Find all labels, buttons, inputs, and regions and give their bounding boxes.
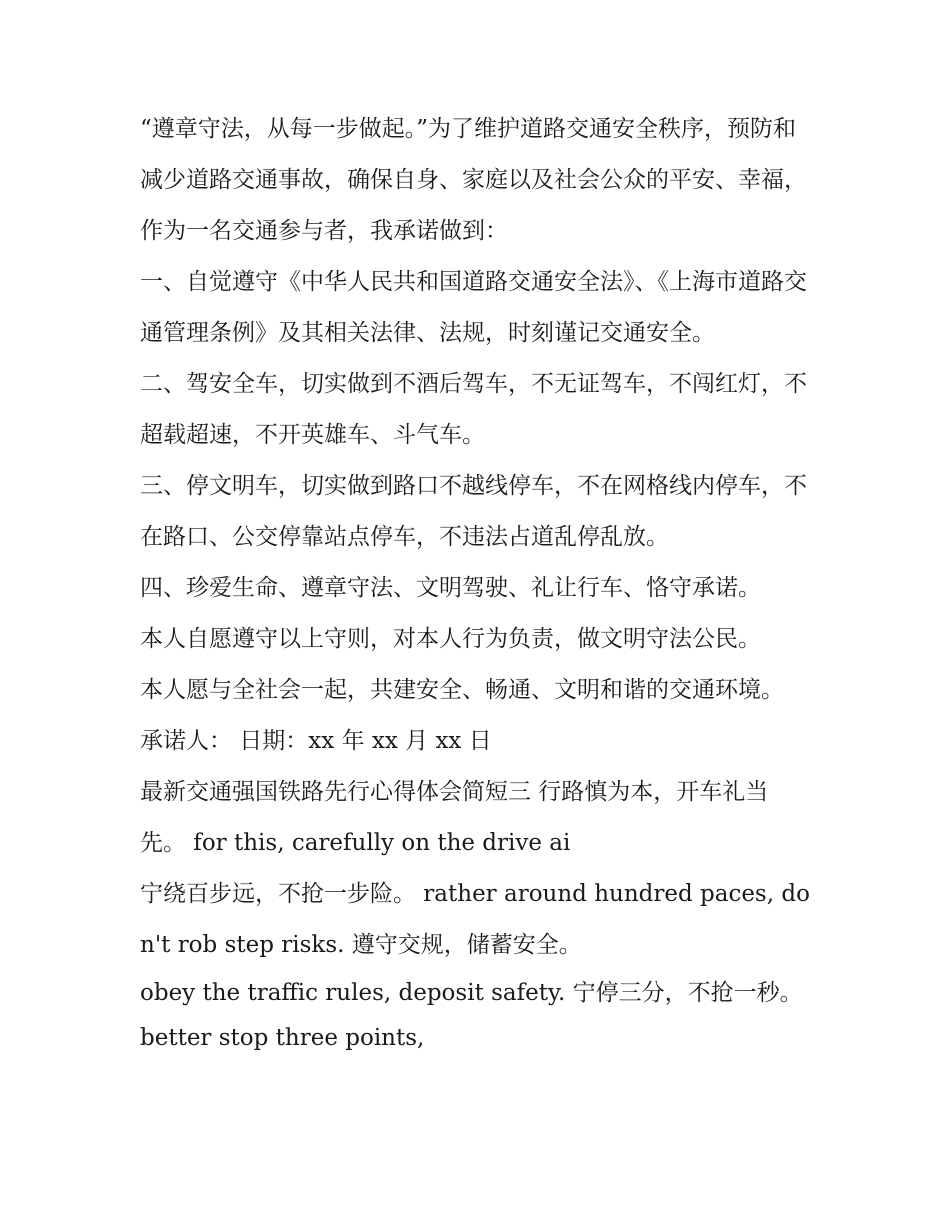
slogan-paragraph-1: 最新交通强国铁路先行心得体会简短三 行路慎为本，开车礼当先。 for this, carefully on the drive ai [140,779,769,856]
pledge-item-2: 二、驾安全车，切实做到不酒后驾车，不无证驾车，不闯红灯，不超载超速，不开英雄车、斗气车。 [140,371,807,448]
slogan-paragraph-3: obey the traffic rules, deposit safety. 宁停三分，不抢一秒。 better stop three points, [140,980,803,1051]
pledge-item-4: 四、珍爱生命、遵章守法、文明驾驶、礼让行车、恪守承诺。 [140,575,761,601]
document-body [140,104,812,1061]
slogan-paragraph-2: 宁绕百步远，不抢一步险。 rather around hundred paces, don't rob step risks. 遵守交规，储蓄安全。 [140,881,810,958]
commitment-paragraph: 本人自愿遵守以上守则，对本人行为负责，做文明守法公民。 [140,626,761,652]
intro-paragraph: “遵章守法，从每一步做起。”为了维护道路交通安全秩序，预防和减少道路交通事故，确保自身、家庭以及社会公众的平安、幸福，作为一名交通参与者，我承诺做到： [140,116,807,244]
pledge-item-3: 三、停文明车，切实做到路口不越线停车，不在网格线内停车，不在路口、公交停靠站点停车，不违法占道乱停乱放。 [140,473,807,550]
signature-paragraph: 本人愿与全社会一起，共建安全、畅通、文明和谐的交通环境。 承诺人： 日期：xx 年 xx 月 xx 日 [140,677,784,754]
pledge-item-1: 一、自觉遵守《中华人民共和国道路交通安全法》、《上海市道路交通管理条例》及其相关法律、法规，时刻谨记交通安全。 [140,269,807,346]
